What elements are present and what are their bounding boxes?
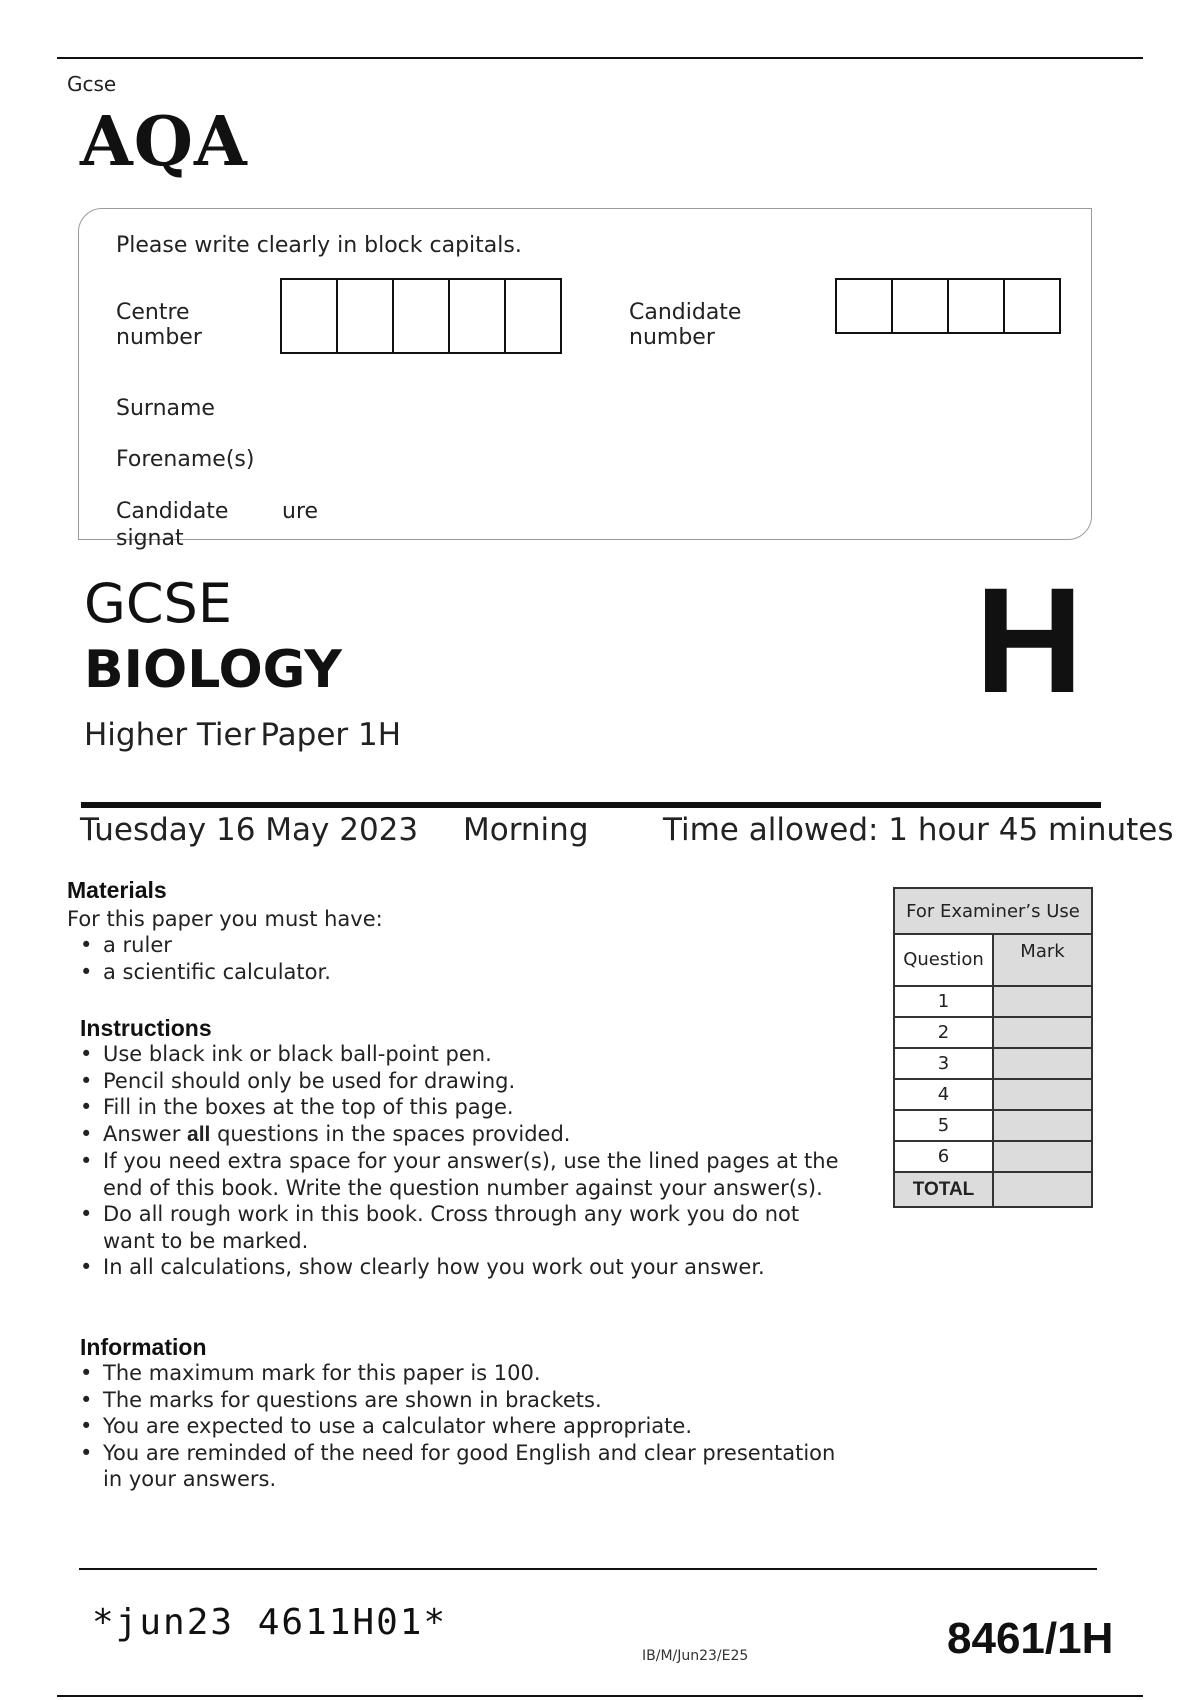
candidate-signature-label-wrap: signat <box>116 526 184 551</box>
mark-cell[interactable] <box>993 1141 1092 1172</box>
list-item: • You are reminded of the need for good English and clear presentation in your answers. <box>80 1440 850 1493</box>
candidate-signature-label-suffix: ure <box>282 499 319 524</box>
paper-code: 8461/1H <box>947 1614 1114 1663</box>
question-number: 5 <box>894 1110 993 1141</box>
surname-label: Surname <box>116 396 215 421</box>
centre-number-boxes <box>282 278 562 354</box>
header-label: Gcse <box>67 72 117 96</box>
list-item: • The marks for questions are shown in brackets. <box>80 1387 850 1414</box>
forenames-field[interactable] <box>260 443 1060 475</box>
exam-date: Tuesday 16 May 2023 <box>80 812 419 848</box>
information-heading: Information <box>80 1334 207 1360</box>
top-rule <box>57 57 1143 59</box>
signature-field[interactable] <box>330 495 1060 527</box>
question-number: 3 <box>894 1048 993 1079</box>
surname-field[interactable] <box>260 392 1060 424</box>
exam-session: Morning <box>463 812 589 848</box>
list-item: • Pencil should only be used for drawing. <box>80 1068 850 1095</box>
list-item: • a ruler <box>80 932 331 959</box>
candidate-number-box[interactable] <box>835 278 893 334</box>
question-number: 2 <box>894 1017 993 1048</box>
candidate-number-boxes <box>837 278 1061 334</box>
mark-cell[interactable] <box>993 1079 1092 1110</box>
list-item: • You are expected to use a calculator where appropriate. <box>80 1413 850 1440</box>
total-label: TOTAL <box>894 1172 993 1207</box>
question-number: 6 <box>894 1141 993 1172</box>
subject-title: BIOLOGY <box>84 640 342 700</box>
tier-letter: H <box>975 556 1084 724</box>
mark-cell[interactable] <box>993 1110 1092 1141</box>
mark-cell[interactable] <box>993 1017 1092 1048</box>
mark-cell[interactable] <box>993 1048 1092 1079</box>
mark-column-header: Mark <box>993 934 1092 986</box>
candidate-number-box[interactable] <box>947 278 1005 334</box>
materials-intro: For this paper you must have: <box>67 907 383 931</box>
paper-label: Paper 1H <box>260 717 402 753</box>
question-number: 4 <box>894 1079 993 1110</box>
examiner-table-title: For Examiner’s Use <box>894 888 1092 934</box>
list-item: • Fill in the boxes at the top of this page. <box>80 1094 850 1121</box>
qualification-level: GCSE <box>84 572 232 635</box>
information-list <box>80 1360 850 1493</box>
materials-heading: Materials <box>67 877 167 903</box>
list-item: • The maximum mark for this paper is 100. <box>80 1360 850 1387</box>
reference-code: IB/M/Jun23/E25 <box>642 1648 749 1664</box>
examiner-use-table <box>893 887 1093 1208</box>
list-item: • Do all rough work in this book. Cross through any work you do not want to be marked. <box>80 1201 850 1254</box>
block-capitals-instruction: Please write clearly in block capitals. <box>116 233 522 258</box>
candidate-number-box[interactable] <box>1003 278 1061 334</box>
centre-number-box[interactable] <box>280 278 338 354</box>
list-item: • If you need extra space for your answer(s), use the lined pages at the end of this book. Write the question number against your answer(s). <box>80 1148 850 1201</box>
forenames-label: Forename(s) <box>116 447 255 472</box>
question-number: 1 <box>894 986 993 1017</box>
instructions-heading: Instructions <box>80 1015 212 1041</box>
centre-number-box[interactable] <box>448 278 506 354</box>
tier-label: Higher Tier <box>84 717 256 753</box>
aqa-logo: AQA <box>80 102 248 182</box>
materials-list <box>80 932 331 985</box>
bottom-rule <box>57 1695 1143 1697</box>
candidate-signature-label: Candidate <box>116 499 229 524</box>
list-item: • a scientific calculator. <box>80 959 331 986</box>
list-item: • Use black ink or black ball-point pen. <box>80 1041 850 1068</box>
tier-paper <box>84 717 401 753</box>
candidate-number-box[interactable] <box>891 278 949 334</box>
instructions-list <box>80 1041 850 1281</box>
list-item: • In all calculations, show clearly how you work out your answer. <box>80 1254 850 1281</box>
question-column-header: Question <box>894 934 993 986</box>
footer-rule <box>79 1568 1097 1570</box>
centre-number-label: Centre number <box>116 300 202 350</box>
barcode-text: *jun23 4611H01* <box>92 1602 448 1643</box>
centre-number-box[interactable] <box>504 278 562 354</box>
centre-number-box[interactable] <box>336 278 394 354</box>
time-allowed: Time allowed: 1 hour 45 minutes <box>663 812 1174 848</box>
centre-number-box[interactable] <box>392 278 450 354</box>
mark-cell[interactable] <box>993 986 1092 1017</box>
total-mark-cell[interactable] <box>993 1172 1092 1207</box>
candidate-number-label: Candidate number <box>629 300 742 350</box>
list-item: • Answer all questions in the spaces provided. <box>80 1121 850 1149</box>
title-rule <box>81 802 1101 808</box>
